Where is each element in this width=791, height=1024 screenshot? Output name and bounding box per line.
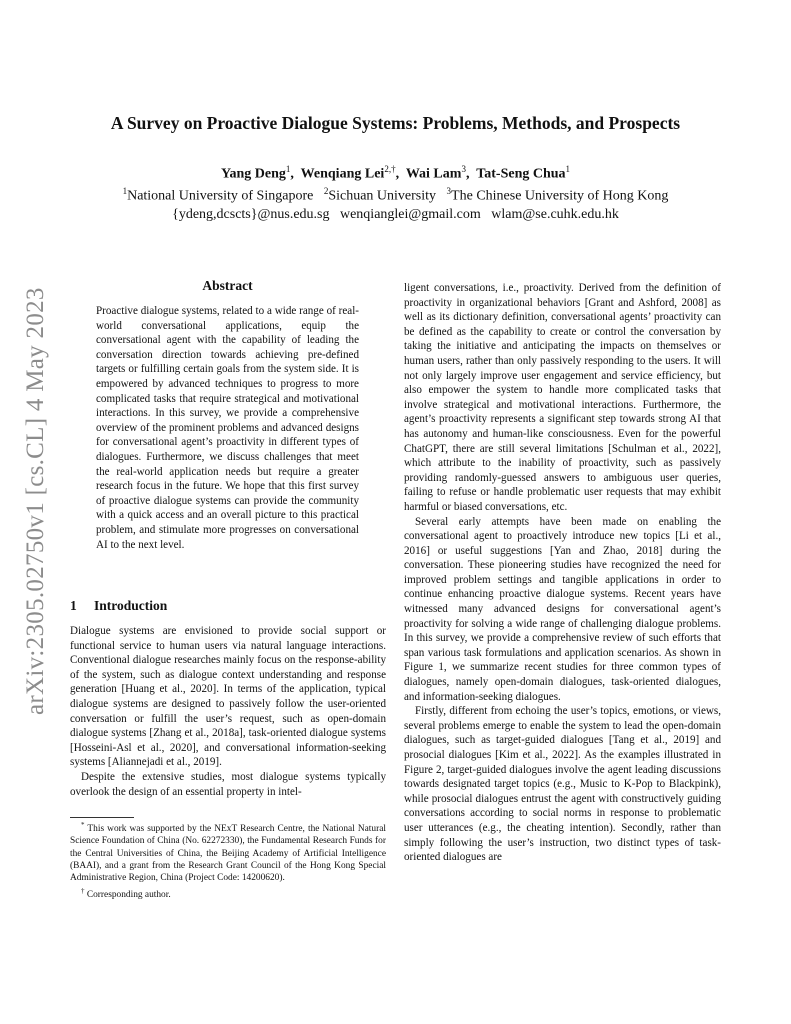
section-title: Introduction [94, 598, 168, 613]
left-column-body [70, 624, 386, 799]
body-paragraph: Firstly, different from echoing the user’s topics, emotions, or views, several problems emerge to enable the system to lead the open-domain dialogues, such as target-guided dialogues [Tang et al., 2019] and prosocial dialogues [Kim et al., 2022]. As the examples illustrated in Figure 2, target-guided dialogues involve the agent leading discussions towards designated target topics (e.g., Music to K-Pop to Blackpink), while prosocial dialogues entrust the agent with constructively guiding conversations according to social norms in response to problematic user utterances (e.g., the cheating intention). Secondly, rather than simply following the user’s instruction, two distinct types of task-oriented dialogues are [404, 705, 721, 864]
author-emails: {ydeng,dcscts}@nus.edu.sg wenqianglei@gmail.com wlam@se.cuhk.edu.hk [172, 207, 619, 222]
arxiv-identifier-stamp: arXiv:2305.02750v1 [cs.CL] 4 May 2023 [22, 287, 49, 715]
footnotes [70, 819, 386, 901]
abstract-paragraph: Proactive dialogue systems, related to a wide range of real-world conversational applications, equip the conversational agent with the capability of leading the conversation direction towards achieving pre-defined targets or fulfilling certain goals from the system side. It is empowered by advanced techniques to progress to more complicated tasks that require strategical and motivational interactions. In this survey, we provide a comprehensive overview of the prominent problems and advanced designs for conversational agent’s proactivity in different types of dialogues. Furthermore, we discuss challenges that meet the real-world application needs but require a greater research focus in the future. We hope that this first survey of proactive dialogue systems can provide the community with a quick access and an overall picture to this practical problem, and stimulate more progresses on conversational AI to the next level. [96, 305, 359, 551]
affiliation-mark: 3 [446, 186, 452, 196]
body-paragraph: Several early attempts have been made on enabling the conversational agent to proactively introduce new topics [Li et al., 2016] or useful suggestions [Yan and Zhao, 2018] during the conversation. These pioneering studies have recognized the need for improved problem settings and tangible applications in order to continue enhancing proactive dialogue systems. Recent years have witnessed many advanced designs for conversational agent’s proactivity for solving a wide range of challenging dialogue problems. In this survey, we provide a comprehensive review of such efforts that span various task formulations and application scenarios. As shown in Figure 1, we summarize recent studies for three common types of dialogues, namely open-domain dialogues, task-oriented dialogues, and information-seeking dialogues. [404, 515, 721, 703]
author-name: Yang Deng [220, 166, 286, 182]
affiliation-name: The Chinese University of Hong Kong [451, 188, 669, 204]
footnote-funding: * This work was supported by the NExT Research Centre, the National Natural Science Foundation of China (No. 62272330), the Fundamental Research Funds for the Central Universities of China, the Beijing Academy of Artificial Intelligence (BAAI), and a grant from the Research Grant Council of the Hong Kong Special Administrative Region, China (Project Code: 14200620). [70, 821, 386, 884]
author-list: Yang Deng$^1$, Wenqiang Lei$^{2,\dagger}$, Wai Lam$^3$, Tat-Seng Chua$^1$ [220, 164, 571, 182]
affiliation-list [0, 186, 791, 205]
affiliation-name: Sichuan University [328, 188, 437, 204]
right-column-body [404, 281, 721, 865]
author-affiliation-mark: 2,† [384, 164, 396, 174]
author-affiliation-mark: 1 [285, 164, 291, 174]
author-name: Tat-Seng Chua [476, 166, 566, 182]
author-affiliation-mark: 1 [565, 164, 571, 174]
footnote-corresponding: † Corresponding author. [81, 886, 171, 900]
affiliation-mark: 2 [323, 186, 329, 196]
paper-title: A Survey on Proactive Dialogue Systems: Problems, Methods, and Prospects [110, 113, 681, 133]
body-paragraph: Dialogue systems are envisioned to provide social support or functional service to human users via natural language interactions. Conventional dialogue researches mainly focus on the response-ability of the system, such as dialogue context understanding and response generation [Huang et al., 2020]. In terms of the application, typical dialogue systems are designed to passively follow the user-oriented conversation or fulfill the user’s request, such as open-domain dialogue systems [Zhang et al., 2018a], task-oriented dialogue systems [Hosseini-Asl et al., 2020], and conversational information-seeking systems [Aliannejadi et al., 2019]. [70, 625, 386, 769]
footnote-divider [70, 817, 134, 818]
body-paragraph: Despite the extensive studies, most dialogue systems typically overlook the design of an essential property in intel- [70, 770, 386, 798]
footnote-funding-text: This work was supported by the NExT Research Centre, the National Natural Science Foundation of China (No. 62272330), the Fundamental Research Funds for the Central Universities of China, the Beijing Academy of Artificial Intelligence (BAAI), and a grant from the Research Grant Council of the Hong Kong Special Administrative Region, China (Project Code: 14200620). [70, 824, 386, 884]
abstract-text [96, 304, 359, 552]
author-name: Wenqiang Lei [300, 166, 385, 182]
author-affiliation-mark: 3 [461, 164, 466, 174]
section-number: 1 [70, 598, 77, 613]
author-name: Wai Lam [405, 166, 462, 182]
abstract-heading: Abstract [202, 278, 253, 293]
affiliation-mark: 1 [122, 186, 128, 196]
footnote-corresponding-text: Corresponding author. [86, 889, 171, 900]
body-paragraph: ligent conversations, i.e., proactivity. Derived from the definition of proactivity in organizational behaviors [Grant and Ashford, 2008] as well as its dictionary definition, conversational agents’ proactivity can be defined as the capability to create or control the conversation by taking the initiative and anticipating the impacts on themselves or human users, rather than only passively responding to the users. It will not only largely improve user engagement and service efficiency, but also empower the system to handle more complicated tasks that involve strategical and motivational interactions. Furthermore, the agent’s proactivity represents a significant step towards strong AI that has autonomy and human-like consciousness. Even for the powerful ChatGPT, there are still several limitations [Schulman et al., 2022], which attribute to the inability of proactivity, such as passively providing randomly-guessed answers to ambiguous user queries, failing to refuse or handle problematic user requests that may exhibit harmful or biased conversations, etc. [404, 282, 721, 513]
section-heading-introduction [70, 598, 167, 614]
affiliation-name: National University of Singapore [127, 188, 314, 204]
